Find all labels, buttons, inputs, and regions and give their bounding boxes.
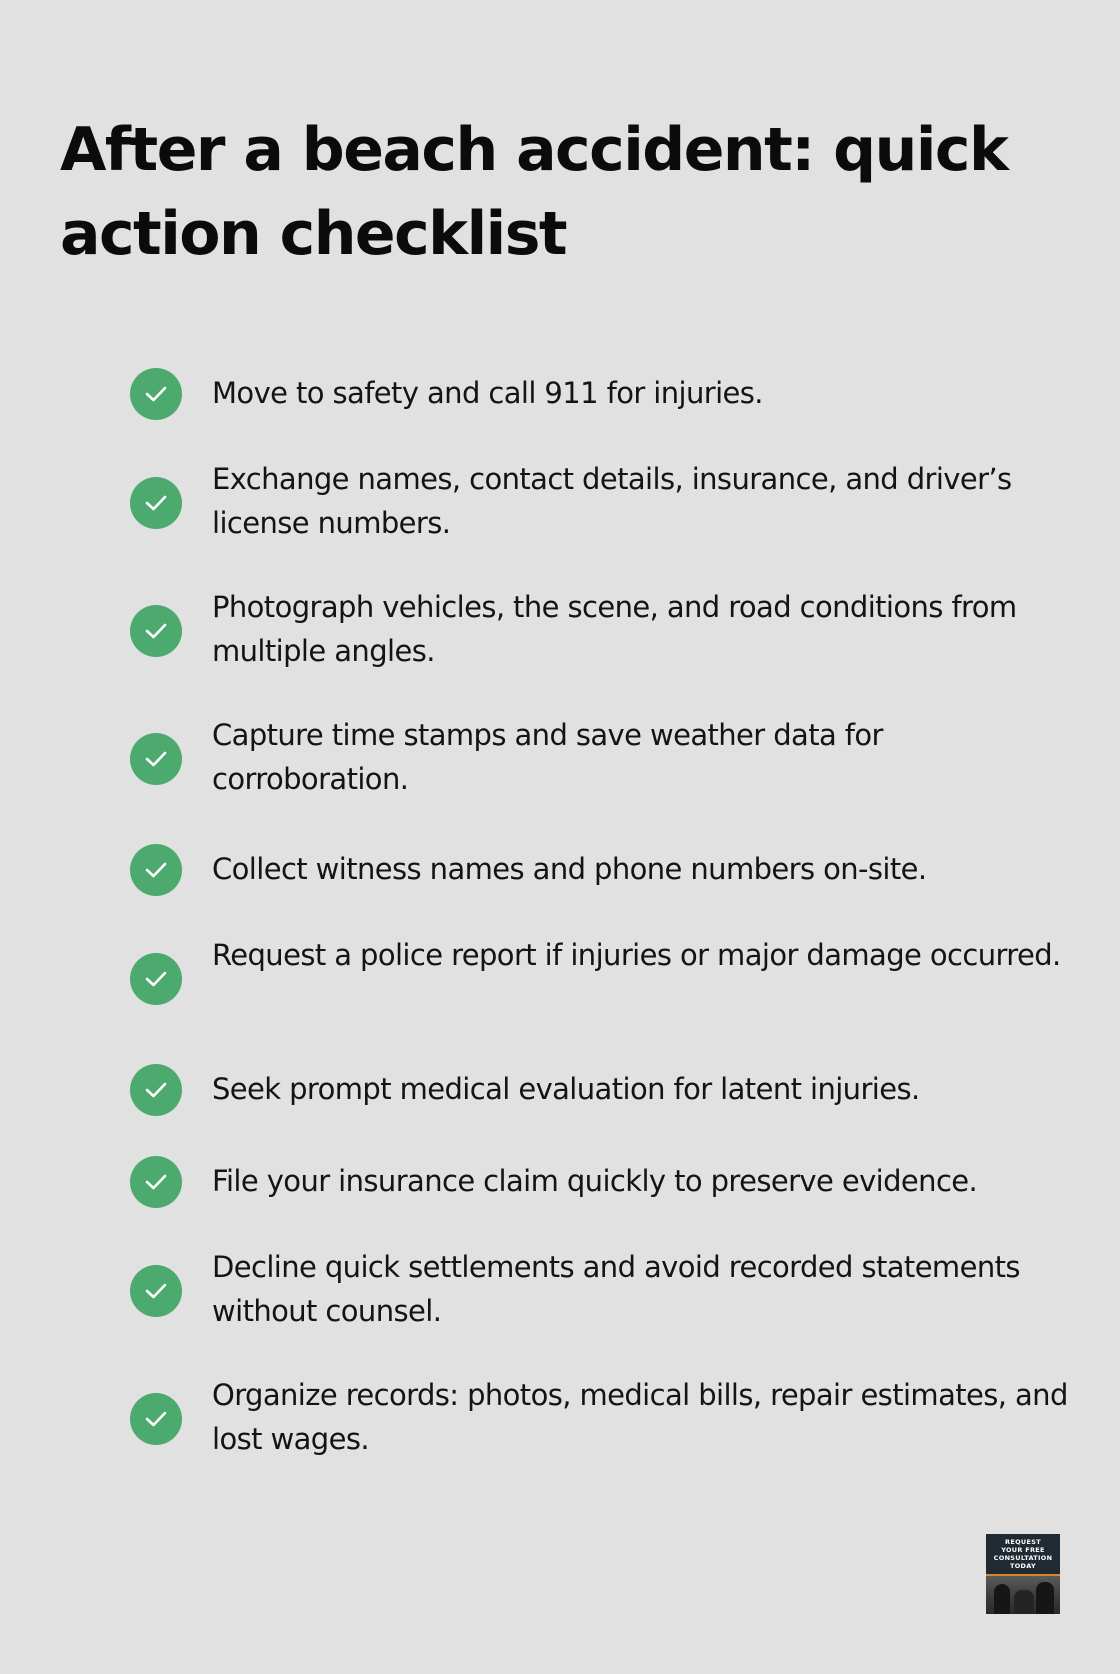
check-circle-icon bbox=[130, 1064, 182, 1116]
check-circle-icon bbox=[130, 368, 182, 420]
badge-line: REQUEST bbox=[1005, 1538, 1041, 1546]
badge-line: YOUR FREE bbox=[1001, 1546, 1045, 1554]
checklist-item-text: Request a police report if injuries or major damage occurred. bbox=[212, 938, 1061, 972]
badge-text bbox=[986, 1534, 1060, 1574]
badge-line: CONSULTATION bbox=[993, 1554, 1053, 1562]
check-circle-icon bbox=[130, 477, 182, 529]
check-circle-icon bbox=[130, 1265, 182, 1317]
checklist-item-text: Decline quick settlements and avoid recorded statements without counsel. bbox=[212, 1250, 1020, 1328]
check-circle-icon bbox=[130, 1393, 182, 1445]
badge-line: TODAY bbox=[1010, 1562, 1036, 1570]
check-circle-icon bbox=[130, 1156, 182, 1208]
checklist-item-text: Move to safety and call 911 for injuries. bbox=[212, 376, 763, 410]
checklist-item-text: File your insurance claim quickly to preserve evidence. bbox=[212, 1164, 978, 1198]
checklist-item-text: Seek prompt medical evaluation for latent injuries. bbox=[212, 1072, 920, 1106]
team-photo bbox=[986, 1576, 1060, 1614]
checklist-item-text: Capture time stamps and save weather data for corroboration. bbox=[212, 718, 883, 796]
checklist-item-text: Collect witness names and phone numbers on-site. bbox=[212, 852, 927, 886]
consultation-badge[interactable] bbox=[986, 1534, 1060, 1614]
check-circle-icon bbox=[130, 605, 182, 657]
page-title: After a beach accident: quick action checklist bbox=[60, 115, 1008, 269]
check-circle-icon bbox=[130, 733, 182, 785]
checklist-item-text: Organize records: photos, medical bills, repair estimates, and lost wages. bbox=[212, 1378, 1068, 1456]
checklist-item-text: Photograph vehicles, the scene, and road conditions from multiple angles. bbox=[212, 590, 1017, 668]
check-circle-icon bbox=[130, 953, 182, 1005]
checklist-item-text: Exchange names, contact details, insurance, and driver’s license numbers. bbox=[212, 462, 1012, 540]
check-circle-icon bbox=[130, 844, 182, 896]
